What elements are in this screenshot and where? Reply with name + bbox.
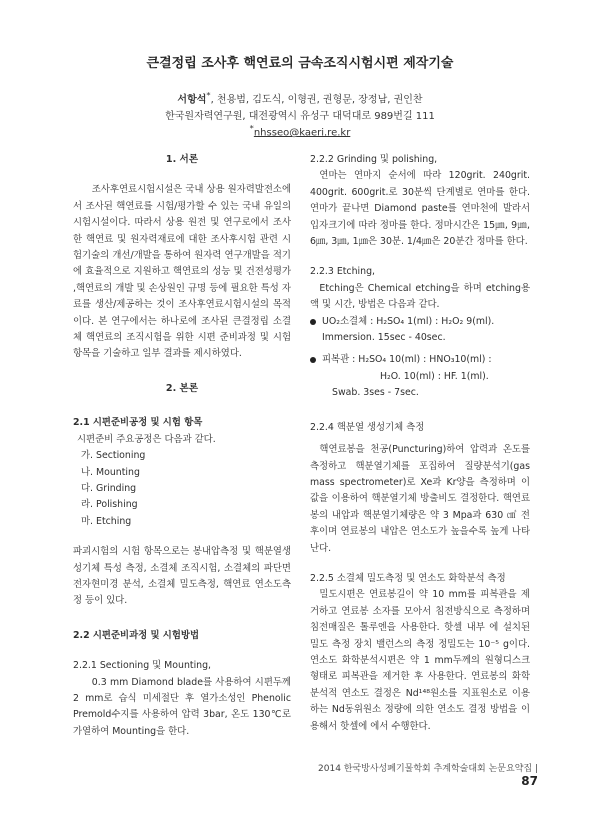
co-authors: , 천용범, 김도식, 이형권, 권형문, 장정남, 권인찬 (210, 94, 423, 106)
footer-separator: | (534, 764, 538, 774)
paper-title: 큰결정립 조사후 핵연료의 금속조직시험시편 제작기술 (146, 56, 454, 71)
etchant-uo2-method: Immersion. 15sec - 40sec. (322, 332, 446, 344)
page-number: 87 (521, 774, 538, 788)
section-2-2-2-paragraph: 연마는 연마지 순서에 따라 120grit. 240grit. 400grit. 600grit.로 30분씩 단계별로 연마를 한다. 연마가 끝나면 Diamond paste를 연마천에 발라서 입자크기에 따라 정마를 한다. 정마시간은 15㎛, 9㎛, 6㎛, 3㎛, 1㎛은 30분. 1/4㎛은 20분간 정마를 한다. (310, 170, 530, 248)
email-line: *nhsseo@kaeri.re.kr (249, 123, 351, 139)
list-item: 다. Grinding (81, 482, 137, 494)
section-2-1-intro: 시편준비 주요공정은 다음과 같다. (77, 433, 216, 445)
section-2-1-paragraph: 파괴시험의 시험 항목으로는 봉내압측정 및 핵분열생성기체 특성 측정, 소결체 조직시험, 소결체의 파단면 전자현미경 분석, 소결체 밀도측정, 핵연료 연소도측정 등이 있다. (73, 546, 291, 607)
etchant-uo2 (310, 314, 530, 330)
list-item: 라. Polishing (81, 499, 138, 511)
list-item: 나. Mounting (81, 466, 140, 478)
section-2-2-4-paragraph: 핵연료봉을 천공(Puncturing)하여 압력과 온도를 측정하고 핵분열기체를 포집하여 질량분석기(gas mass spectrometer)로 Xe과 Kr양을 측정하며 이 값을 이용하여 핵분열기체 방출비도 결정한다. 핵연료봉의 내압과 핵분열기체량은 약 3 Mpa과 630 ㎤ 전후이며 연료봉의 내압은 연소도가 높을수록 높게 나타난다. (310, 444, 530, 554)
section-2-2-1-heading: 2.2.1 Sectioning 및 Mounting, (73, 660, 212, 672)
section-2-2-5-paragraph: 밀도시편은 연료봉길이 약 10 mm를 피복관을 제거하고 연료봉 소자를 모아서 침전방식으로 측정하며 침전매질은 톨루엔을 사용한다. 핫셀 내부 에 설치된 밀도 측정 장치 밸런스의 측정 정밀도는 10⁻⁵ g이다. 연소도 화학분석시편은 약 1 mm두께의 원형디스크 형태로 피복관을 제거한 후 사용한다. 연료봉의 화학 분석적 연소도 결정은 Nd¹⁴⁸원소를 지표원소로 이용하는 Nd동위원소 정량에 의한 연소도 결정 방법을 이용해서 핫셀에 에서 수행한다. (310, 589, 530, 732)
proceedings-name: 2014 한국방사성폐기물학회 추계학술대회 논문요약집 (318, 764, 533, 774)
section-2-2-heading: 2.2 시편준비과정 및 시험방법 (73, 629, 200, 641)
etchant-cladding-method: Swab. 3ses - 7sec. (332, 387, 419, 399)
page-footer (306, 761, 538, 788)
author-list (0, 90, 600, 105)
corresponding-mark: * (206, 90, 211, 100)
email-address: nhsseo@kaeri.re.kr (253, 127, 351, 139)
section-2-2-3-paragraph: Etching은 Chemical etching을 하며 etching용액 및 시간, 방법은 다음과 같다. (310, 282, 530, 311)
process-list (73, 448, 291, 530)
section-2-2-4-heading: 2.2.4 핵분열 생성기체 측정 (310, 421, 425, 433)
list-item: 가. Sectioning (81, 450, 146, 462)
etchant-uo2-formula: UO₂소결체 : H₂SO₄ 1(ml) : H₂O₂ 9(ml). (322, 315, 495, 327)
section-2-2-3-heading: 2.2.3 Etching, (310, 266, 376, 278)
etchant-cladding (310, 352, 530, 368)
list-item: 마. Etching (81, 515, 132, 527)
section-2-heading: 2. 본론 (165, 382, 199, 394)
section-2-2-1-paragraph: 0.3 mm Diamond blade를 사용하여 시편두께 2 mm로 습식 미세절단 후 열가소성인 Phenolic Premold수지를 사용하여 압력 3bar, 온도 130℃로 가열하여 Mounting을 한다. (73, 676, 291, 737)
section-1-heading: 1. 서론 (165, 154, 199, 165)
section-2-2-2-heading: 2.2.2 Grinding 및 polishing, (310, 154, 438, 165)
left-column (73, 152, 291, 740)
lead-author: 서항석 (177, 94, 207, 106)
section-2-2-5-heading: 2.2.5 소결체 밀도측정 및 연소도 화학분석 측정 (310, 572, 506, 584)
etchant-cladding-formula-cont: H₂O. 10(ml) : HF. 1(ml). (380, 370, 489, 382)
right-column (310, 152, 530, 735)
affiliation: 한국원자력연구원, 대전광역시 유성구 대덕대로 989번길 111 (165, 111, 435, 122)
bullet-icon (310, 357, 316, 363)
etchant-cladding-formula: 피복관 : H₂SO₄ 10(ml) : HNO₃10(ml) : (322, 354, 492, 366)
section-1-paragraph: 조사후연료시험시설은 국내 상용 원자력발전소에서 조사된 핵연료를 시험/평가할 수 있는 국내 유일의 시험시설이다. 따라서 상용 원전 및 연구로에서 조사한 핵연료 및 원자력재료에 대한 조사후시험 관련 시험기술의 개선/개발을 통하여 원자력 연구개발을 적기에 효율적으로 지원하고 핵연료의 성능 및 건전성평가 ,핵연료의 개발 및 손상원인 규명 등에 필요한 특성 자료를 생산/제공하는 것이 조사후연료시험시설의 목적이다. 본 연구에서는 하나로에 조사된 큰결정립 소결체 핵연료의 조직시험을 위한 시편 준비과정 및 시험항목을 기술하고 일부 결과를 제시하였다. (73, 184, 291, 360)
section-2-1-heading: 2.1 시편준비공정 및 시험 항목 (73, 417, 203, 429)
bullet-icon (310, 319, 316, 325)
